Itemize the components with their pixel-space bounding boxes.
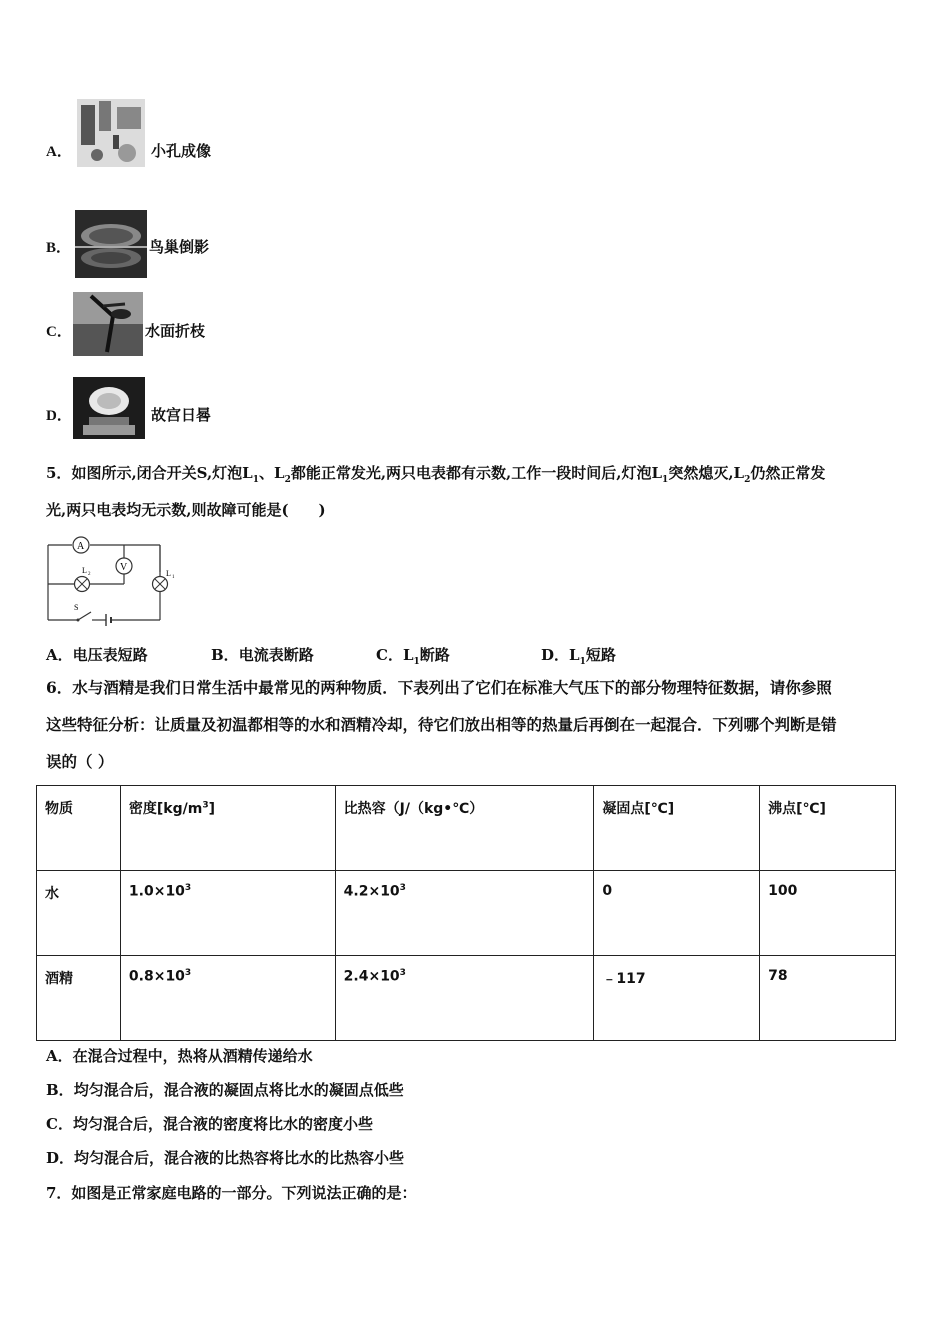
question-number: 5． (46, 464, 72, 482)
q5-option-b (211, 644, 314, 665)
option-label: 小孔成像 (151, 142, 212, 160)
option-text: 短路 (585, 646, 616, 664)
option-letter: D． (46, 408, 72, 424)
table-cell: 100 (760, 871, 896, 956)
subscript: 1 (252, 475, 259, 485)
q7-text: 7．如图是正常家庭电路的一部分。下列说法正确的是： (46, 1184, 417, 1202)
table-cell: 水 (37, 871, 121, 956)
q6-option-c (46, 1113, 373, 1134)
lamp-right-label: L (166, 569, 171, 578)
bent-branch-photo (73, 292, 143, 356)
q6-option-a (46, 1045, 313, 1066)
voltmeter-label: V (120, 562, 128, 573)
superscript: 3 (184, 883, 192, 893)
cell-value: 4.2×10 (343, 883, 400, 900)
superscript: 3 (399, 883, 406, 893)
lamp-left-sub: 2 (88, 572, 91, 577)
table-row (37, 956, 896, 1041)
table-header: 凝固点[℃] (594, 786, 760, 871)
option-letter: A． (46, 1047, 73, 1065)
ammeter-label: A (77, 541, 85, 552)
q6-text-line1: 6．水与酒精是我们日常生活中最常见的两种物质．下表列出了它们在标准大气压下的部分物理特征数据，请你参照 (46, 678, 832, 697)
header-text: ] (208, 801, 216, 817)
table-header: 物质 (37, 786, 121, 871)
q6-text-line2: 这些特征分析：让质量及初温都相等的水和酒精冷却，待它们放出相等的热量后再倒在一起混合．下列哪个判断是错 (46, 715, 837, 734)
properties-table (36, 785, 896, 1041)
table-cell: 0 (594, 871, 760, 956)
q5-text-part: 突然熄灭,L (668, 464, 745, 482)
sundial-photo (73, 377, 145, 439)
q5-option-c (376, 644, 450, 667)
option-text: 均匀混合后，混合液的凝固点将比水的凝固点低些 (73, 1081, 404, 1099)
table-cell: ﹣117 (594, 956, 760, 1041)
q6-text-line3: 误的（ ） (46, 752, 114, 771)
option-letter: B． (211, 646, 239, 664)
lamp-right-sub: 1 (172, 575, 175, 580)
option-letter: D． (46, 1149, 75, 1167)
table-header: 沸点[℃] (760, 786, 896, 871)
table-cell (335, 871, 594, 956)
subscript: 2 (284, 475, 291, 485)
q5-option-d (541, 644, 616, 667)
superscript: 3 (202, 800, 209, 811)
option-text: L (569, 646, 580, 664)
option-text: 电流表断路 (238, 646, 314, 664)
option-letter: C． (46, 324, 72, 340)
cell-value: 0.8×10 (128, 968, 185, 985)
option-letter: B． (46, 240, 72, 256)
superscript: 3 (184, 968, 192, 978)
subscript: 2 (744, 475, 751, 485)
option-letter: C． (46, 1115, 73, 1133)
q5-text-part: 如图所示,闭合开关S,灯泡L (71, 464, 253, 482)
q5-text-part: 、L (259, 464, 285, 482)
subscript: 1 (662, 475, 669, 485)
q5-text-part: 都能正常发光,两只电表都有示数,工作一段时间后,灯泡L (290, 464, 663, 482)
q6-option-d (46, 1147, 404, 1168)
option-letter: B． (46, 1081, 74, 1099)
option-letter: A． (46, 646, 73, 664)
option-text: L (402, 646, 414, 664)
q5-text-line2: 光,两只电表均无示数,则故障可能是( ) (46, 501, 326, 519)
q5-option-a (46, 644, 148, 665)
cell-value: 2.4×10 (343, 968, 400, 985)
superscript: 3 (399, 968, 406, 978)
table-header-row (37, 786, 896, 871)
switch-icon (78, 612, 91, 620)
lamp-left-label: L (82, 566, 87, 575)
switch-label: S (74, 603, 79, 612)
subscript: 1 (413, 657, 420, 667)
option-label: 鸟巢倒影 (149, 238, 210, 256)
option-label: 水面折枝 (145, 322, 206, 340)
option-letter: D． (541, 646, 570, 664)
subscript: 1 (579, 657, 586, 667)
circuit-diagram (44, 532, 184, 628)
option-text: 均匀混合后，混合液的比热容将比水的比热容小些 (74, 1149, 405, 1167)
header-text: 密度[kg/m (128, 801, 203, 817)
birds-nest-reflection-photo (75, 210, 147, 278)
q5-text-part: 仍然正常发 (750, 464, 826, 482)
table-cell (120, 871, 335, 956)
q6-option-b (46, 1079, 404, 1100)
option-text: 均匀混合后，混合液的密度将比水的密度小些 (72, 1115, 373, 1133)
table-cell (335, 956, 594, 1041)
cell-value: 1.0×10 (128, 883, 185, 900)
pinhole-image-photo (77, 99, 145, 167)
option-text: 电压表短路 (72, 646, 148, 664)
option-text: 断路 (419, 646, 450, 664)
table-row (37, 871, 896, 956)
option-label: 故宫日晷 (151, 406, 212, 424)
table-cell: 78 (760, 956, 896, 1041)
option-letter: A． (46, 144, 72, 160)
table-cell (120, 956, 335, 1041)
option-text: 在混合过程中，热将从酒精传递给水 (72, 1047, 313, 1065)
table-header: 比热容（J/（kg•℃） (335, 786, 594, 871)
table-header (120, 786, 335, 871)
option-letter: C． (376, 646, 403, 664)
table-cell: 酒精 (37, 956, 121, 1041)
